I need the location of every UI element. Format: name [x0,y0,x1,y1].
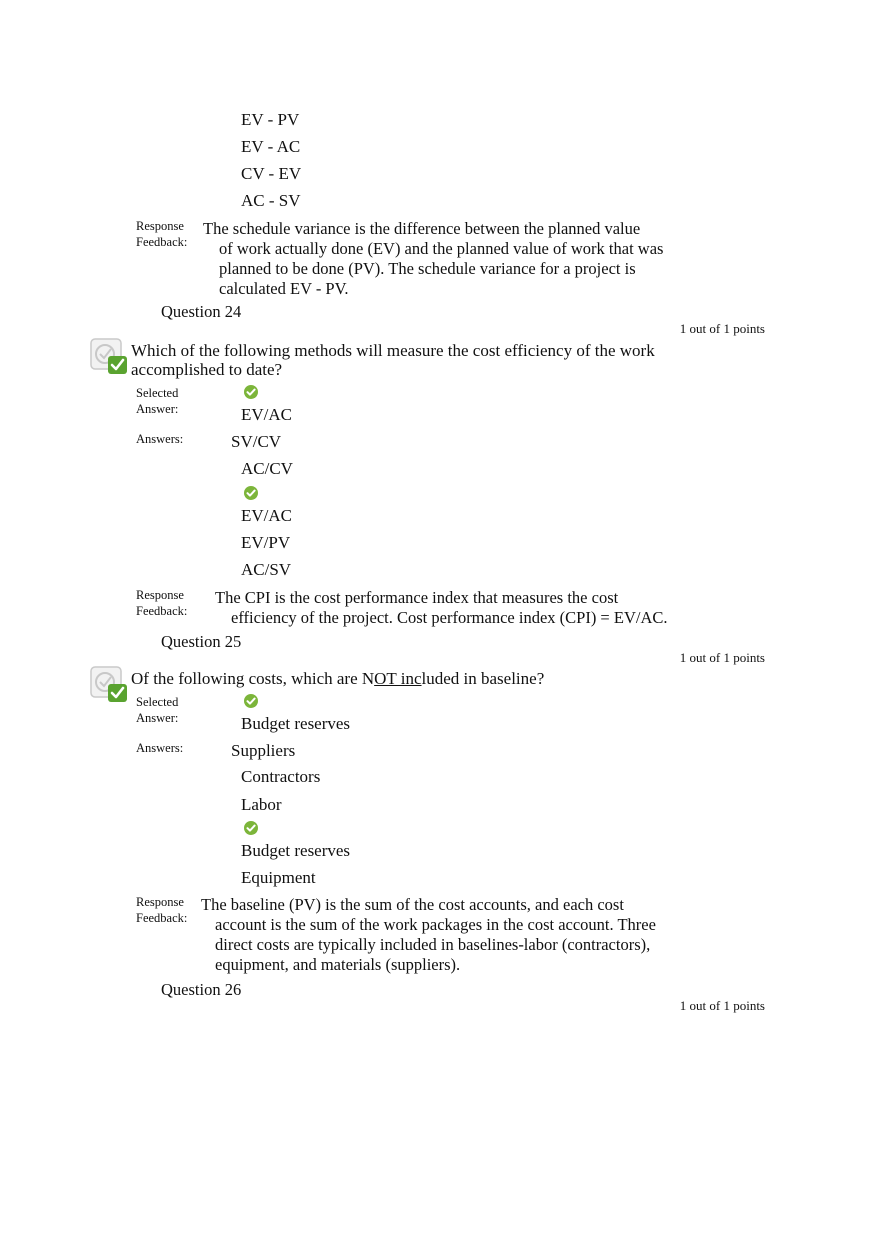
feedback-line: planned to be done (PV). The schedule variance for a project is [219,259,636,278]
answer-option: Contractors [241,767,321,786]
selected-answer: Budget reserves [241,714,351,733]
question-text-part: luded in baseline? [421,669,545,688]
answer-option: Budget reserves [241,841,351,860]
quiz-correct-icon [90,338,128,376]
response-feedback [203,219,663,299]
check-circle-icon [244,486,258,500]
q23-option: EV - PV [241,110,300,129]
question-text-line: accomplished to date? [131,360,283,379]
answer-option: Labor [241,795,282,814]
check-circle-icon [244,385,258,399]
q23-option: AC - SV [241,191,301,210]
question-points: 1 out of 1 points [679,650,765,665]
q23-option: EV - AC [241,137,301,156]
answer-option: EV/PV [241,533,291,552]
answer-option: AC/CV [241,459,293,478]
question-points: 1 out of 1 points [679,998,765,1013]
feedback-line: The schedule variance is the difference between the planned value [203,219,641,238]
answers-label: Answers: [136,432,184,446]
question-number: Question 24 [161,302,242,321]
feedback-line: The baseline (PV) is the sum of the cost accounts, and each cost [201,895,624,914]
feedback-line: account is the sum of the work packages in the cost account. Three [215,915,656,934]
feedback-line: direct costs are typically included in baselines-labor (contractors), [215,935,651,954]
feedback-line: of work actually done (EV) and the planned value of work that was [219,239,664,258]
check-circle-icon [244,694,258,708]
question-number: Question 26 [161,980,242,999]
question-text-line: Which of the following methods will measure the cost efficiency of the work [131,341,655,360]
selected-answer-label: Selected Answer: [136,386,179,416]
question-points: 1 out of 1 points [679,321,765,336]
answer-option: Suppliers [231,741,296,760]
response-feedback-label: Response Feedback: [136,895,188,925]
check-circle-icon [244,821,258,835]
question-text-underlined: OT inc [374,669,422,688]
answer-option: AC/SV [241,560,292,579]
response-feedback [201,895,656,975]
selected-answer-label: Selected Answer: [136,695,179,725]
question-text [131,341,655,379]
feedback-line: efficiency of the project. Cost performance index (CPI) = EV/AC. [231,608,668,627]
feedback-line: The CPI is the cost performance index that measures the cost [215,588,619,607]
answer-option: EV/AC [241,506,292,525]
answers-label: Answers: [136,741,184,755]
response-feedback [215,588,668,628]
response-feedback-label: Response Feedback: [136,588,188,618]
answer-option: SV/CV [231,432,282,451]
question-number: Question 25 [161,632,242,651]
feedback-line: equipment, and materials (suppliers). [215,955,461,974]
question-text-part: Of the following costs, which are N [131,669,375,688]
question-text [131,669,544,688]
answer-option: Equipment [241,868,316,887]
response-feedback-label: Response Feedback: [136,219,188,249]
selected-answer: EV/AC [241,405,292,424]
q23-option: CV - EV [241,164,302,183]
quiz-correct-icon [90,666,128,704]
feedback-line: calculated EV - PV. [219,279,349,298]
